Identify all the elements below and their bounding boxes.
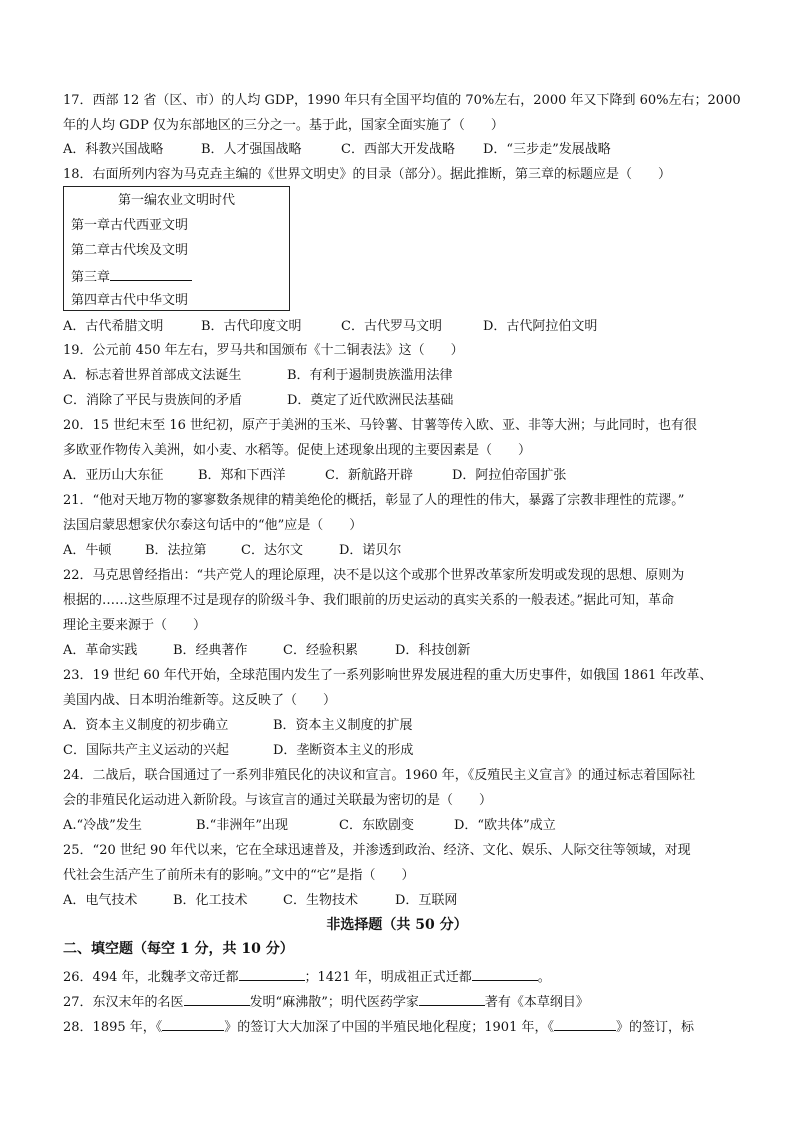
q25-stem-line2: 代社会生活产生了前所未有的影响。”文中的“它”是指（ ） — [63, 868, 415, 883]
q17-option-a[interactable]: A．科教兴国战略 — [63, 142, 164, 157]
toc-chapter-2: 第二章古代埃及文明 — [71, 243, 189, 258]
q25-options — [63, 892, 457, 910]
q17-stem-line2: 年的人均 GDP 仅为东部地区的三分之一。基于此，国家全面实施了（ ） — [63, 118, 504, 133]
q23-option-b[interactable]: B．资本主义制度的扩展 — [273, 718, 413, 733]
q22-stem-line1: 22．马克思曾经指出：“共产党人的理论原理，决不是以这个或那个世界改革家所发明或发现的思想、原则为 — [63, 568, 685, 583]
q25-stem-line1: 25．“20 世纪 90 年代以来，它在全球迅速普及，并渗透到政治、经济、文化、娱乐、人际交往等领域，对现 — [63, 843, 691, 858]
q23-stem-line2: 美国内战、日本明治维新等。这反映了（ ） — [63, 693, 337, 708]
q26-blank-1[interactable] — [239, 967, 305, 981]
q19-option-a[interactable]: A．标志着世界首部成文法诞生 — [63, 368, 242, 383]
q23-options-row1 — [63, 717, 413, 735]
q28-text-a: 28．1895 年，《 — [63, 1020, 163, 1035]
q27-blank-2[interactable] — [419, 992, 485, 1006]
q21-stem-line2: 法国启蒙思想家伏尔泰这句话中的“他”应是（ ） — [63, 518, 363, 533]
q25-option-c[interactable]: C．生物技术 — [283, 893, 358, 908]
q24-option-c[interactable]: C．东欧剧变 — [339, 818, 414, 833]
q17-stem-line1: 17．西部 12 省（区、市）的人均 GDP，1990 年只有全国平均值的 70%左右，2000 年又下降到 60%左右；2000 — [63, 93, 741, 108]
q17-option-c[interactable]: C．西部大开发战略 — [341, 142, 455, 157]
q18-stem-line1: 18．右面所列内容为马克垚主编的《世界文明史》的目录（部分）。据此推断，第三章的标题应是（ ） — [63, 167, 672, 182]
toc-chapter-3-label: 第三章 — [71, 270, 111, 285]
q18-option-c[interactable]: C．古代罗马文明 — [341, 319, 442, 334]
q24-option-a[interactable]: A.“冷战”发生 — [63, 818, 142, 833]
q24-stem-line1: 24．二战后，联合国通过了一系列非殖民化的决议和宣言。1960 年，《反殖民主义宣言》的通过标志着国际社 — [63, 768, 696, 783]
q19-option-b[interactable]: B．有利于遏制贵族滥用法律 — [287, 368, 453, 383]
q28-blank-2[interactable] — [554, 1017, 616, 1031]
q23-option-c[interactable]: C．国际共产主义运动的兴起 — [63, 743, 229, 758]
q25-option-a[interactable]: A．电气技术 — [63, 893, 138, 908]
q26-blank-2[interactable] — [472, 967, 538, 981]
q17-option-b[interactable]: B．人才强国战略 — [201, 142, 302, 157]
toc-chapter-3-blank — [110, 267, 192, 281]
q22-stem-line2: 根据的……这些原理不过是现存的阶级斗争、我们眼前的历史运动的真实关系的一般表述。”据此可知，革命 — [63, 593, 675, 608]
q20-stem-line1: 20．15 世纪末至 16 世纪初，原产于美洲的玉米、马铃薯、甘薯等传入欧、亚、非等大洲；与此同时，也有很 — [63, 418, 698, 433]
q26-text-b: ；1421 年，明成祖正式迁都 — [304, 970, 472, 985]
q21-stem-line1: 21．“他对天地万物的寥寥数条规律的精美绝伦的概括，彰显了人的理性的伟大，暴露了宗教非理性的荒谬。” — [63, 493, 685, 508]
q23-option-d[interactable]: D．垄断资本主义的形成 — [273, 743, 414, 758]
q19-options-row2 — [63, 392, 453, 410]
q17-options — [63, 141, 611, 159]
part2-heading: 非选择题（共 50 分） — [326, 917, 468, 933]
q19-stem-line1: 19．公元前 450 年左右，罗马共和国颁布《十二铜表法》这（ ） — [63, 343, 464, 358]
q22-option-c[interactable]: C．经验积累 — [283, 643, 358, 658]
q22-stem-line3: 理论主要来源于（ ） — [63, 618, 207, 633]
q27-text-c: 著有《本草纲目》 — [484, 995, 589, 1010]
q28-line — [63, 1017, 694, 1035]
q26-line — [63, 967, 551, 985]
q20-options — [63, 467, 566, 485]
q26-text-c: 。 — [537, 970, 551, 985]
q20-option-a[interactable]: A．亚历山大东征 — [63, 468, 164, 483]
toc-chapter-1: 第一章古代西亚文明 — [71, 218, 189, 233]
q18-options — [63, 318, 597, 336]
toc-part-title: 第一编农业文明时代 — [117, 193, 235, 208]
q22-option-a[interactable]: A．革命实践 — [63, 643, 138, 658]
q18-option-a[interactable]: A．古代希腊文明 — [63, 319, 164, 334]
q21-option-c[interactable]: C．达尔文 — [241, 543, 303, 558]
q28-blank-1[interactable] — [162, 1017, 224, 1031]
q23-option-a[interactable]: A．资本主义制度的初步确立 — [63, 718, 229, 733]
q27-text-b: 发明“麻沸散”；明代医药学家 — [249, 995, 419, 1010]
q19-option-c[interactable]: C．消除了平民与贵族间的矛盾 — [63, 393, 242, 408]
q28-text-b: 》的签订大大加深了中国的半殖民地化程度；1901 年，《 — [224, 1020, 554, 1035]
q19-options-row1 — [63, 367, 453, 385]
section2-title: 二、填空题（每空 1 分，共 10 分） — [63, 941, 294, 957]
q26-text-a: 26．494 年，北魏孝文帝迁都 — [63, 970, 239, 985]
q21-option-b[interactable]: B．法拉第 — [145, 543, 207, 558]
q27-blank-1[interactable] — [184, 992, 250, 1006]
q22-options — [63, 642, 470, 660]
toc-chapter-4: 第四章古代中华文明 — [71, 293, 189, 308]
q20-option-c[interactable]: C．新航路开辟 — [325, 468, 413, 483]
q22-option-d[interactable]: D．科技创新 — [395, 643, 471, 658]
q20-option-d[interactable]: D．阿拉伯帝国扩张 — [452, 468, 567, 483]
q19-option-d[interactable]: D．奠定了近代欧洲民法基础 — [287, 393, 454, 408]
q24-options — [63, 817, 556, 835]
q23-options-row2 — [63, 742, 413, 760]
q18-option-b[interactable]: B．古代印度文明 — [201, 319, 302, 334]
q24-option-b[interactable]: B.“非洲年”出现 — [196, 818, 288, 833]
q23-stem-line1: 23．19 世纪 60 年代开始，全球范围内发生了一系列影响世界发展进程的重大历史事件，如俄国 1861 年改革、 — [63, 668, 713, 683]
q18-option-d[interactable]: D．古代阿拉伯文明 — [483, 319, 598, 334]
q22-option-b[interactable]: B．经典著作 — [173, 643, 248, 658]
q18-table-of-contents — [63, 186, 290, 311]
q24-stem-line2: 会的非殖民化运动进入新阶段。与该宣言的通过关联最为密切的是（ ） — [63, 793, 493, 808]
q21-option-a[interactable]: A．牛顿 — [63, 543, 112, 558]
q20-option-b[interactable]: B．郑和下西洋 — [198, 468, 286, 483]
q25-option-b[interactable]: B．化工技术 — [173, 893, 248, 908]
q17-option-d[interactable]: D．“三步走”发展战略 — [483, 142, 611, 157]
q24-option-d[interactable]: D．“欧共体”成立 — [454, 818, 556, 833]
q21-option-d[interactable]: D．诺贝尔 — [339, 543, 402, 558]
q25-option-d[interactable]: D．互联网 — [395, 893, 458, 908]
q20-stem-line2: 多欧亚作物传入美洲，如小麦、水稻等。促使上述现象出现的主要因素是（ ） — [63, 443, 532, 458]
q27-text-a: 27．东汉末年的名医 — [63, 995, 184, 1010]
q27-line — [63, 992, 589, 1010]
q28-text-c: 》的签订，标 — [615, 1020, 694, 1035]
q21-options — [63, 542, 401, 560]
toc-chapter-3 — [71, 267, 192, 287]
